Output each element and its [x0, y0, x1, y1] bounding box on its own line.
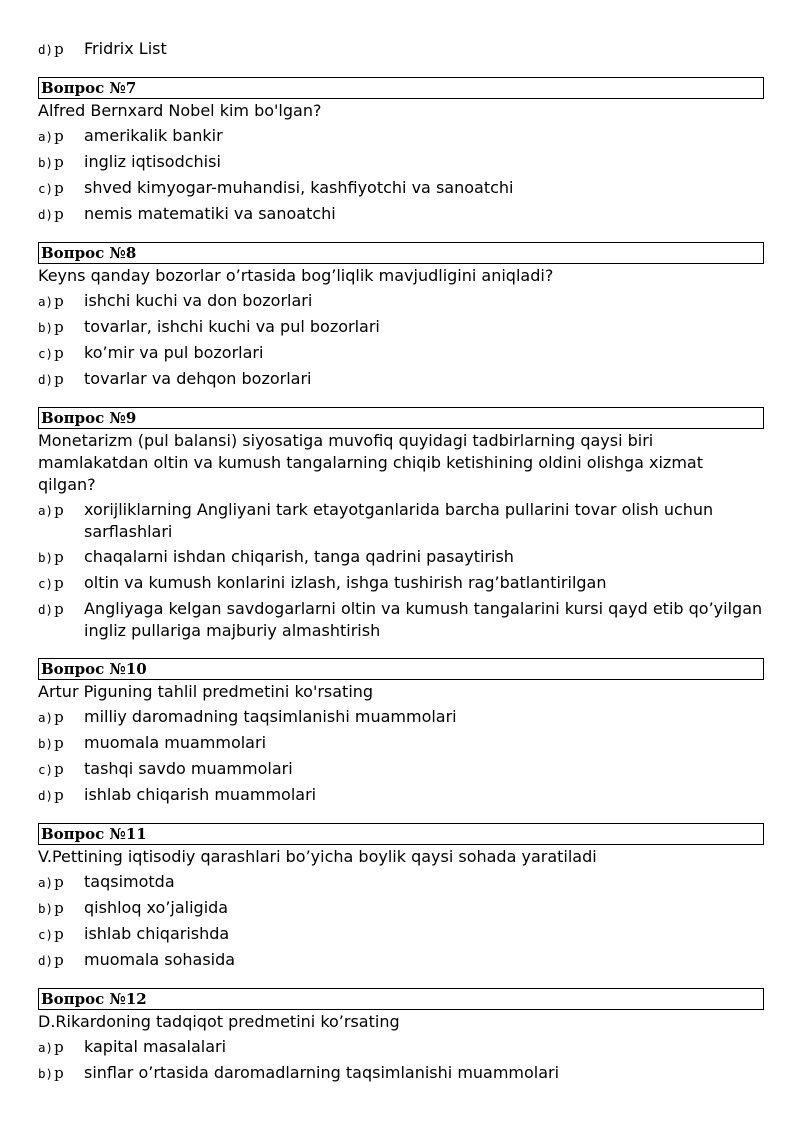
option-text: ishlab chiqarish muammolari	[84, 785, 317, 804]
option-text: amerikalik bankir	[84, 126, 223, 145]
question-text: V.Pettining iqtisodiy qarashlari bo’yicha boylik qaysi sohada yaratiladi	[38, 847, 597, 866]
answer-option	[38, 871, 764, 894]
answer-option	[38, 1062, 764, 1085]
document-page	[38, 38, 764, 1088]
question-header: Вопрос №11	[38, 823, 764, 845]
option-text: tovarlar va dehqon bozorlari	[84, 369, 312, 388]
answer-option	[38, 598, 764, 642]
question-text: Keyns qanday bozorlar o’rtasida bog’liqlik mavjudligini aniqladi?	[38, 266, 554, 285]
answer-option	[38, 290, 764, 313]
answer-option	[38, 572, 764, 595]
question-block	[38, 988, 764, 1085]
option-text: chaqalarni ishdan chiqarish, tanga qadrini pasaytirish	[84, 547, 514, 566]
option-text: taqsimotda	[84, 872, 175, 891]
question-block	[38, 658, 764, 807]
option-text: milliy daromadning taqsimlanishi muammolari	[84, 707, 457, 726]
option-text: qishloq xo’jaligida	[84, 898, 229, 917]
option-marker: c)p	[38, 574, 64, 592]
option-marker: a)p	[38, 501, 64, 519]
option-text: Fridrix List	[84, 39, 167, 58]
option-marker: d)p	[38, 40, 64, 58]
question-header: Вопрос №10	[38, 658, 764, 680]
question-text: Monetarizm (pul balansi) siyosatiga muvofiq quyidagi tadbirlarning qaysi biri mamlakatdan oltin va kumush tangalarning chiqib ketishining oldini olishga xizmat qilgan?	[38, 431, 703, 494]
answer-option	[38, 38, 764, 61]
option-marker: c)p	[38, 344, 64, 362]
option-marker: d)p	[38, 600, 64, 618]
option-marker: a)p	[38, 127, 64, 145]
option-marker: a)p	[38, 708, 64, 726]
option-text: sinflar o’rtasida daromadlarning taqsimlanishi muammolari	[84, 1063, 560, 1082]
answer-option	[38, 897, 764, 920]
option-text: ingliz iqtisodchisi	[84, 152, 221, 171]
option-marker: b)p	[38, 318, 64, 336]
question-text: Artur Piguning tahlil predmetini ko'rsating	[38, 682, 374, 701]
answer-option	[38, 342, 764, 365]
option-marker: a)p	[38, 292, 64, 310]
option-text: muomala muammolari	[84, 733, 267, 752]
option-marker: d)p	[38, 786, 64, 804]
answer-option	[38, 949, 764, 972]
option-text: shved kimyogar-muhandisi, kashfiyotchi va sanoatchi	[84, 178, 514, 197]
option-marker: b)p	[38, 734, 64, 752]
option-marker: b)p	[38, 548, 64, 566]
option-text: xorijliklarning Angliyani tark etayotganlarida barcha pullarini tovar olish uchun sarflashlari	[84, 500, 714, 541]
answer-option	[38, 784, 764, 807]
question-header: Вопрос №12	[38, 988, 764, 1010]
question-block	[38, 823, 764, 972]
option-marker: a)p	[38, 1038, 64, 1056]
answer-option	[38, 125, 764, 148]
option-marker: b)p	[38, 1064, 64, 1082]
question-header: Вопрос №7	[38, 77, 764, 99]
option-marker: d)p	[38, 205, 64, 223]
answer-option	[38, 732, 764, 755]
question-block	[38, 77, 764, 226]
answer-option	[38, 758, 764, 781]
option-text: tashqi savdo muammolari	[84, 759, 293, 778]
answer-option	[38, 151, 764, 174]
option-text: kapital masalalari	[84, 1037, 227, 1056]
option-marker: a)p	[38, 873, 64, 891]
question-text: Alfred Bernxard Nobel kim bo'lgan?	[38, 101, 322, 120]
option-marker: c)p	[38, 760, 64, 778]
answer-option	[38, 706, 764, 729]
option-text: ko’mir va pul bozorlari	[84, 343, 264, 362]
option-text: oltin va kumush konlarini izlash, ishga tushirish rag’batlantirilgan	[84, 573, 607, 592]
question-text: D.Rikardoning tadqiqot predmetini ko’rsating	[38, 1012, 400, 1031]
option-marker: d)p	[38, 951, 64, 969]
option-text: muomala sohasida	[84, 950, 236, 969]
question-block	[38, 407, 764, 642]
answer-option	[38, 177, 764, 200]
question-block	[38, 242, 764, 391]
answer-option	[38, 1036, 764, 1059]
option-text: nemis matematiki va sanoatchi	[84, 204, 336, 223]
option-text: ishchi kuchi va don bozorlari	[84, 291, 313, 310]
option-text: Angliyaga kelgan savdogarlarni oltin va kumush tangalarini kursi qayd etib qo’yilgan ingliz pullariga majburiy almashtirish	[84, 599, 763, 640]
question-header: Вопрос №9	[38, 407, 764, 429]
answer-option	[38, 546, 764, 569]
question-header: Вопрос №8	[38, 242, 764, 264]
question-list	[38, 77, 764, 1085]
answer-option	[38, 368, 764, 391]
option-marker: d)p	[38, 370, 64, 388]
answer-option	[38, 923, 764, 946]
option-marker: c)p	[38, 179, 64, 197]
option-text: ishlab chiqarishda	[84, 924, 230, 943]
option-marker: c)p	[38, 925, 64, 943]
option-text: tovarlar, ishchi kuchi va pul bozorlari	[84, 317, 380, 336]
answer-option	[38, 316, 764, 339]
answer-option	[38, 203, 764, 226]
answer-option	[38, 499, 764, 543]
option-marker: b)p	[38, 899, 64, 917]
option-marker: b)p	[38, 153, 64, 171]
